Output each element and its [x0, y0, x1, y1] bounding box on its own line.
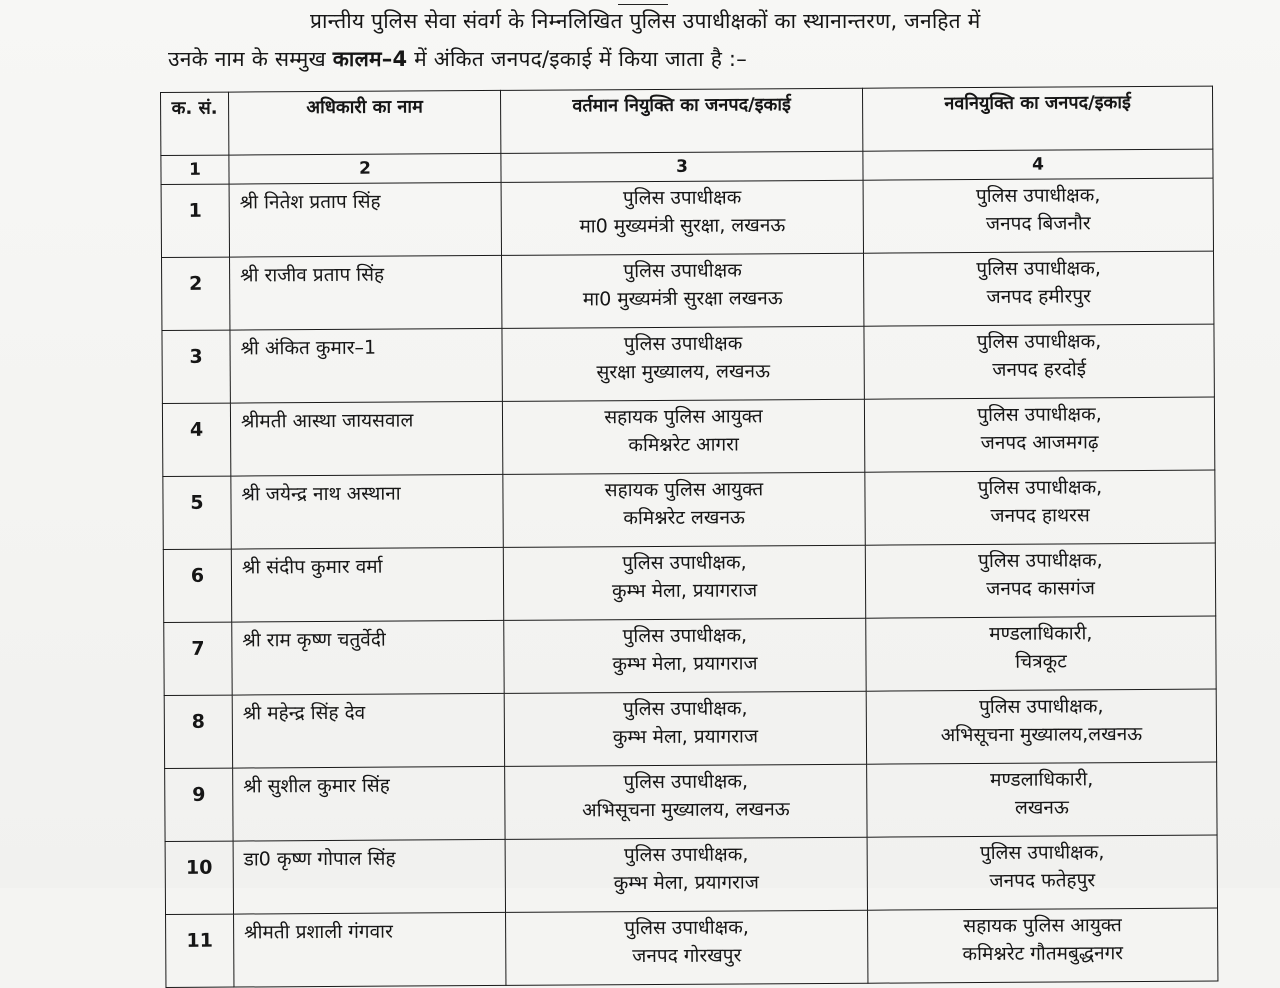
header-current-posting: वर्तमान नियुक्ति का जनपद/इकाई [500, 88, 862, 153]
current-posting-cell [503, 472, 865, 547]
officer-name: श्री जयेन्द्र नाथ अस्थाना [241, 482, 401, 506]
serial-no: 9 [192, 783, 206, 806]
serial-no: 8 [191, 710, 206, 733]
serial-no-cell [166, 914, 234, 987]
current-posting-cell [502, 253, 864, 328]
serial-no: 3 [189, 345, 203, 368]
current-posting-line-2: सुरक्षा मुख्यालय, लखनऊ [596, 360, 771, 384]
new-posting-line-1: मण्डलाधिकारी, [989, 622, 1093, 645]
serial-no-cell [162, 330, 230, 403]
new-posting-line-2: जनपद कासगंज [986, 577, 1095, 600]
table-row [163, 543, 1215, 622]
officer-name: श्रीमती आस्था जायसवाल [240, 409, 414, 433]
order-heading-underline [618, 0, 668, 5]
serial-no-cell [163, 476, 231, 549]
officer-name-cell [230, 255, 502, 330]
current-posting-cell [506, 910, 868, 985]
column-number: 1 [161, 155, 229, 184]
officer-name-cell [232, 620, 504, 695]
new-posting-line-2: कमिश्नरेट गौतमबुद्धनगर [962, 942, 1124, 966]
new-posting-line-2: जनपद हमीरपुर [986, 285, 1091, 308]
serial-no: 7 [191, 637, 205, 660]
table-row [164, 689, 1216, 768]
officer-name-cell [231, 474, 503, 549]
new-posting-cell [864, 397, 1214, 472]
current-posting-line-2: कुम्भ मेला, प्रयागराज [611, 579, 758, 603]
current-posting-line-2: कुम्भ मेला, प्रयागराज [613, 871, 760, 895]
current-posting-line-1: पुलिस उपाधीक्षक, [622, 624, 748, 648]
officer-name: डा0 कृष्ण गोपाल सिंह [243, 847, 396, 871]
current-posting-line-2: मा0 मुख्यमंत्री सुरक्षा, लखनऊ [579, 214, 786, 238]
table-row [164, 616, 1216, 695]
current-posting-line-1: पुलिस उपाधीक्षक [622, 186, 742, 210]
table-row [165, 762, 1217, 841]
intro-line-2-start: उनके नाम के सम्मुख [168, 47, 333, 71]
column-number: 4 [863, 149, 1213, 180]
header-officer-name: अधिकारी का नाम [229, 90, 501, 155]
serial-no-cell [161, 184, 229, 257]
serial-no: 2 [188, 272, 203, 295]
current-posting-cell [504, 618, 866, 693]
officer-name-cell [232, 693, 504, 768]
new-posting-line-1: पुलिस उपाधीक्षक, [976, 257, 1101, 281]
new-posting-cell [867, 762, 1217, 837]
new-posting-line-1: पुलिस उपाधीक्षक, [977, 403, 1102, 427]
header-serial-no: क. सं. [161, 92, 229, 155]
serial-no-cell [162, 403, 230, 476]
new-posting-cell [866, 616, 1216, 691]
table-row [163, 470, 1215, 549]
current-posting-cell [505, 764, 867, 839]
current-posting-line-2: कुम्भ मेला, प्रयागराज [612, 725, 759, 749]
new-posting-cell [865, 470, 1215, 545]
current-posting-line-2: कुम्भ मेला, प्रयागराज [612, 652, 758, 676]
new-posting-line-2: जनपद बिजनौर [985, 212, 1091, 235]
officer-name: श्री संदीप कुमार वर्मा [241, 555, 383, 579]
serial-no-cell [164, 695, 232, 768]
new-posting-line-2: चित्रकूट [1015, 650, 1067, 673]
officer-name-cell [233, 839, 505, 914]
officer-name: श्री सुशील कुमार सिंह [243, 774, 390, 798]
new-posting-cell [864, 324, 1214, 399]
current-posting-line-1: पुलिस उपाधीक्षक [623, 259, 742, 283]
new-posting-line-1: पुलिस उपाधीक्षक, [978, 695, 1104, 719]
serial-no: 10 [185, 856, 213, 879]
current-posting-line-1: पुलिस उपाधीक्षक, [623, 770, 749, 794]
new-posting-line-1: पुलिस उपाधीक्षक, [979, 841, 1105, 865]
column-reference: कालम–4 [332, 47, 408, 71]
current-posting-cell [504, 691, 866, 766]
current-posting-line-1: पुलिस उपाधीक्षक, [622, 551, 747, 575]
officer-name-cell [229, 182, 501, 257]
table-row [162, 397, 1214, 476]
serial-no-cell [163, 549, 231, 622]
transfer-table [160, 86, 1218, 988]
column-number: 2 [229, 153, 501, 184]
current-posting-line-1: सहायक पुलिस आयुक्त [604, 478, 764, 502]
current-posting-line-1: पुलिस उपाधीक्षक, [623, 843, 749, 867]
new-posting-line-2: अभिसूचना मुख्यालय,लखनऊ [940, 723, 1143, 747]
current-posting-line-2: अभिसूचना मुख्यालय, लखनऊ [582, 798, 790, 822]
column-number: 3 [501, 151, 863, 182]
new-posting-cell [863, 178, 1213, 253]
new-posting-line-1: मण्डलाधिकारी, [990, 768, 1094, 791]
officer-name: श्रीमती प्रशाली गंगवार [244, 920, 393, 944]
current-posting-line-1: पुलिस उपाधीक्षक, [624, 916, 749, 940]
serial-no-cell [164, 622, 232, 695]
serial-no: 11 [186, 929, 213, 952]
table-row [166, 908, 1218, 987]
current-posting-line-2: मा0 मुख्यमंत्री सुरक्षा लखनऊ [582, 287, 783, 311]
serial-no-cell [165, 841, 233, 914]
current-posting-cell [505, 837, 867, 912]
table-row [162, 324, 1214, 403]
intro-line-2-end: में अंकित जनपद/इकाई में किया जाता है :– [407, 47, 747, 71]
current-posting-line-2: कमिश्नरेट लखनऊ [623, 506, 745, 530]
table-row [162, 251, 1214, 330]
officer-name-cell [230, 328, 502, 403]
serial-no: 1 [188, 199, 202, 222]
intro-line-2 [168, 44, 747, 74]
new-posting-line-1: पुलिस उपाधीक्षक, [975, 184, 1101, 208]
serial-no: 4 [189, 418, 204, 441]
new-posting-cell [863, 251, 1213, 326]
officer-name: श्री अंकित कुमार–1 [240, 336, 377, 360]
officer-name: श्री राजीव प्रताप सिंह [240, 263, 385, 287]
current-posting-line-1: पुलिस उपाधीक्षक, [622, 697, 748, 721]
new-posting-line-2: जनपद फतेहपुर [989, 869, 1096, 892]
officer-name-cell [230, 401, 502, 476]
current-posting-cell [502, 326, 864, 401]
new-posting-line-1: सहायक पुलिस आयुक्त [963, 914, 1122, 938]
current-posting-line-2: जनपद गोरखपुर [632, 944, 742, 968]
officer-name-cell [231, 547, 503, 622]
officer-name: श्री राम कृष्ण चतुर्वेदी [242, 628, 386, 652]
table-row [165, 835, 1217, 914]
table-row [161, 178, 1213, 257]
header-new-posting: नवनियुक्ति का जनपद/इकाई [862, 86, 1212, 151]
officer-name-cell [234, 912, 506, 987]
officer-name: श्री महेन्द्र सिंह देव [242, 701, 366, 725]
serial-no: 6 [190, 564, 205, 587]
new-posting-line-1: पुलिस उपाधीक्षक, [978, 549, 1103, 573]
new-posting-cell [865, 543, 1215, 618]
new-posting-line-2: जनपद आजमगढ़ [980, 431, 1099, 454]
new-posting-line-2: जनपद हरदोई [992, 358, 1087, 381]
new-posting-cell [868, 908, 1218, 983]
table-body [161, 178, 1218, 987]
current-posting-cell [501, 180, 863, 255]
new-posting-cell [866, 689, 1216, 764]
new-posting-line-1: पुलिस उपाधीक्षक, [976, 330, 1102, 354]
current-posting-line-2: कमिश्नरेट आगरा [628, 433, 739, 457]
new-posting-cell [867, 835, 1217, 910]
serial-no-cell [165, 768, 233, 841]
serial-no-cell [162, 257, 230, 330]
current-posting-cell [503, 545, 865, 620]
table-header-row [161, 86, 1213, 155]
new-posting-line-2: लखनऊ [1014, 796, 1069, 819]
new-posting-line-2: जनपद हाथरस [990, 504, 1090, 527]
current-posting-cell [502, 399, 864, 474]
current-posting-line-1: सहायक पुलिस आयुक्त [604, 405, 763, 429]
intro-line-1: प्रान्तीय पुलिस सेवा संवर्ग के निम्नलिखित पुलिस उपाधीक्षकों का स्थानान्तरण, जनहित में [310, 9, 981, 33]
serial-no: 5 [190, 491, 204, 514]
new-posting-line-1: पुलिस उपाधीक्षक, [977, 476, 1103, 500]
officer-name-cell [233, 766, 505, 841]
officer-name: श्री नितेश प्रताप सिंह [239, 190, 381, 214]
current-posting-line-1: पुलिस उपाधीक्षक [623, 332, 743, 356]
